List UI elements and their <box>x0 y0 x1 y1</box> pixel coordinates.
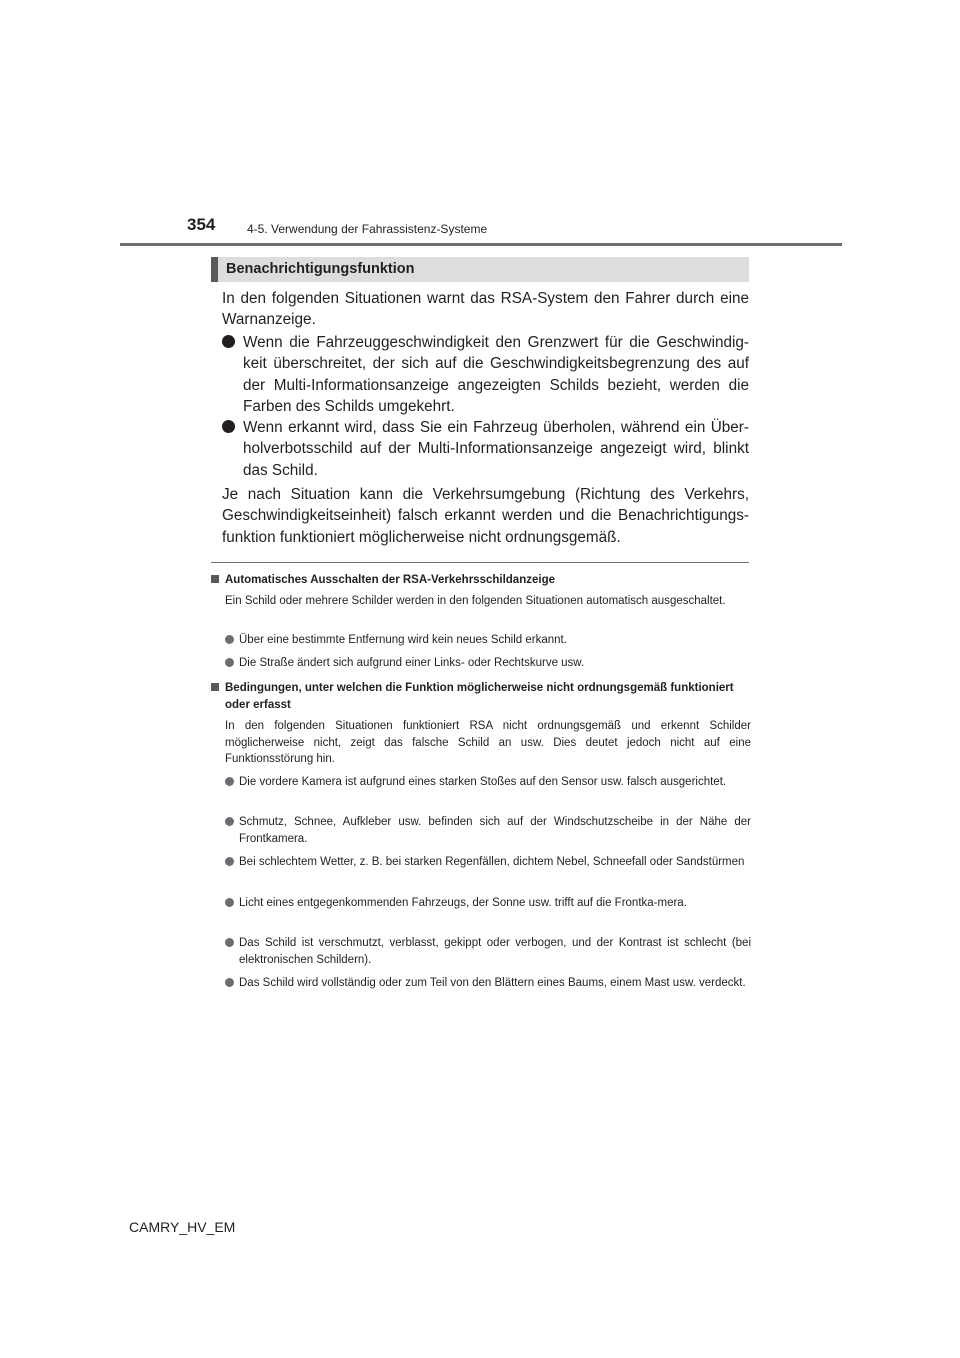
bullet-dot-icon <box>225 857 234 866</box>
sub-bullet <box>225 814 751 847</box>
page-number: 354 <box>187 215 216 234</box>
sub-bullet-text: Die Straße ändert sich aufgrund einer Links- oder Rechtskurve usw. <box>239 657 585 669</box>
sub-bullet <box>225 632 751 649</box>
note-paragraph-block <box>222 484 749 548</box>
header-divider <box>120 243 842 246</box>
header-section-title: 4-5. Verwendung der Fahrassistenz-Systeme <box>247 222 488 236</box>
sub-bullet-text: Das Schild ist verschmutzt, verblasst, gekippt oder verbogen, und der Kontrast ist schlecht (bei elektronischen Schildern). <box>239 937 751 966</box>
bullet-dot-icon <box>225 777 234 786</box>
note-paragraph: Je nach Situation kann die Verkehrsumgebung (Richtung des Verkehrs, Geschwindigkeitseinheit) falsch erkannt werden und die Benachrichtigungs-funktion funktioniert möglicherweise nicht ordnungsgemäß. <box>222 486 749 546</box>
section-title: Benachrichtigungsfunktion <box>226 261 415 277</box>
sub-bullet-text: Die vordere Kamera ist aufgrund eines starken Stoßes auf den Sensor usw. falsch ausgerichtet. <box>239 776 727 788</box>
sub-bullet <box>225 854 751 871</box>
bullet-dot-icon <box>225 658 234 667</box>
bullet-dot-icon <box>225 938 234 947</box>
subsection-text: Ein Schild oder mehrere Schilder werden in den folgenden Situationen automatisch ausgeschaltet. <box>225 595 726 607</box>
subsection-text-block <box>225 593 751 610</box>
main-bullet <box>222 417 749 481</box>
bullet-dot-icon <box>225 898 234 907</box>
sub-bullet-text: Über eine bestimmte Entfernung wird kein neues Schild erkannt. <box>239 634 567 646</box>
sub-bullet-text: Licht eines entgegenkommenden Fahrzeugs, der Sonne usw. trifft auf die Frontka-mera. <box>239 897 687 909</box>
sub-bullet <box>225 655 751 672</box>
subsection-text-block <box>225 718 751 768</box>
section-title-bar <box>211 257 218 282</box>
sub-bullet-text: Bei schlechtem Wetter, z. B. bei starken Regenfällen, dichtem Nebel, Schneefall oder Sandstürmen <box>239 856 745 868</box>
sub-bullet <box>225 975 751 992</box>
footer-model-code: CAMRY_HV_EM <box>129 1219 236 1235</box>
bullet-dot-icon <box>225 978 234 987</box>
main-bullet-text: Wenn erkannt wird, dass Sie ein Fahrzeug überholen, während ein Über-holverbotsschild auf der Multi-Informationsanzeige angezeigt wird, blinkt das Schild. <box>243 419 749 479</box>
section-title-box <box>211 257 749 282</box>
bullet-dot-icon <box>222 420 235 433</box>
subsection-heading: Automatisches Ausschalten der RSA-Verkehrsschildanzeige <box>225 574 555 586</box>
subsection-heading: Bedingungen, unter welchen die Funktion möglicherweise nicht ordnungsgemäß funktioniert oder erfasst <box>225 682 734 711</box>
sub-bullet-text: Das Schild wird vollständig oder zum Teil von den Blättern eines Baums, einem Mast usw. verdeckt. <box>239 977 746 989</box>
square-bullet-icon <box>211 575 219 583</box>
bullet-dot-icon <box>225 635 234 644</box>
main-bullet-text: Wenn die Fahrzeuggeschwindigkeit den Grenzwert für die Geschwindig-keit überschreitet, der sich auf die Geschwindigkeitsbegrenzung des auf der Multi-Informationsanzeige angezeigten Schilds bezieht, werden die Farben des Schilds umgekehrt. <box>243 334 749 415</box>
sub-bullet <box>225 935 751 968</box>
intro-paragraph: In den folgenden Situationen warnt das RSA-System den Fahrer durch eine Warnanzeige. <box>222 290 749 329</box>
sub-bullet <box>225 774 751 791</box>
sub-bullet-text: Schmutz, Schnee, Aufkleber usw. befinden sich auf der Windschutzscheibe in der Nähe der Frontkamera. <box>239 816 751 845</box>
subsection-heading-block <box>211 680 751 713</box>
intro-paragraph-block <box>222 288 749 331</box>
square-bullet-icon <box>211 683 219 691</box>
bullet-dot-icon <box>222 335 235 348</box>
subsection-heading-block <box>211 572 751 589</box>
sub-bullet <box>225 895 751 912</box>
main-bullet <box>222 332 749 417</box>
subsection-text: In den folgenden Situationen funktioniert RSA nicht ordnungsgemäß und erkennt Schilder möglicherweise nicht, zeigt das falsche Schild an usw. Dies deutet jedoch nicht auf eine Funktionsstörung hin. <box>225 720 751 765</box>
bullet-dot-icon <box>225 817 234 826</box>
section-divider <box>211 562 749 563</box>
